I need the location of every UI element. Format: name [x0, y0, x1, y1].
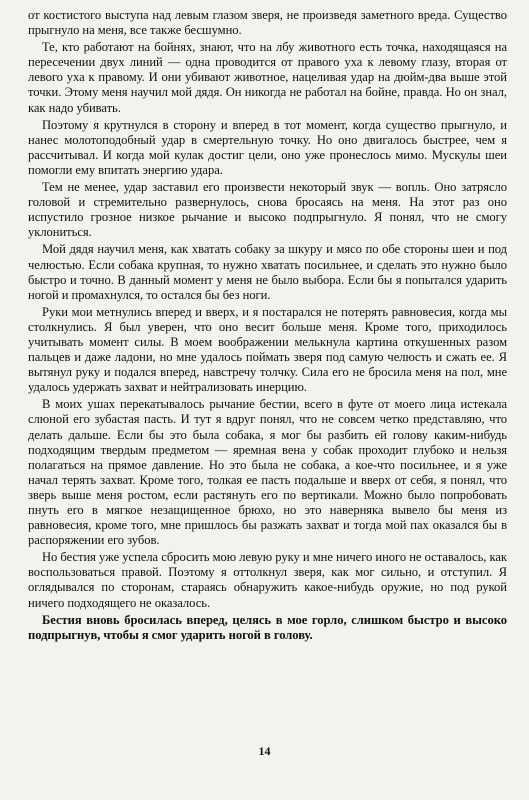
paragraph-5: Мой дядя научил меня, как хватать собаку за шкуру и мясо по обе стороны шеи и под челюстью. Если собака крупная, то нужно хватать посильнее, и сделать это нужно было быстро и точно. В данный момент у меня не было выбора. Если бы я попытался ударить ногой и промахнулся, то остался бы без ноги. — [28, 242, 507, 302]
body-text — [28, 8, 507, 643]
page-number: 14 — [258, 744, 271, 758]
paragraph-7: В моих ушах перекатывалось рычание бестии, всего в футе от моего лица истекала слюной его зубастая пасть. И тут я вдруг понял, что не совсем четко представляю, что делать дальше. Если бы это была собака, я мог бы разбить ей голову каким-нибудь подходящим твердым предметом — яремная вена у собак проходит глубоко и нельзя полагаться на прямое давление. Но это была не собака, а кое-что посильнее, и я уже начал терять захват. Кроме того, толкая ее пасть подальше и вверх от себя, я понял, что зверь выше меня ростом, если растянуть его по вертикали. Можно было попробовать пнуть его в мягкое незащищенное брюхо, но это наверняка вывело бы меня из равновесия, кроме того, мне пришлось бы разжать захват и тогда мой пах оказался бы в распоряжении его зубов. — [28, 397, 507, 548]
paragraph-9: Бестия вновь бросилась вперед, целясь в мое горло, слишком быстро и высоко подпрыгнув, чтобы я смог ударить ногой в голову. — [28, 612, 507, 642]
paragraph-8: Но бестия уже успела сбросить мою левую руку и мне ничего иного не оставалось, как воспользоваться правой. Поэтому я оттолкнул зверя, как мог сильно, и отступил. Я оглядывался по сторонам, стараясь обнаружить какое-нибудь оружие, но под рукой ничего подходящего не оказалось. — [28, 550, 507, 610]
paragraph-1: от костистого выступа над левым глазом зверя, не произведя заметного вреда. Существо прыгнуло на меня, все также бесшумно. — [28, 8, 507, 38]
paragraph-4: Тем не менее, удар заставил его произвести некоторый звук — вопль. Оно затрясло головой и стремительно развернулось, снова бросаясь на меня. На этот раз оно испустило грозное низкое рычание и высоко подпрыгнуло. Я понял, что не смогу уклониться. — [28, 180, 507, 240]
paragraph-6: Руки мои метнулись вперед и вверх, и я постарался не потерять равновесия, когда мы столкнулись. Я был уверен, что оно весит больше меня. Кроме того, приходилось учитывать момент силы. В моем воображении мелькнула картина откушенных разом пальцев и даже ладони, но мне удалось поймать зверя под самую челюсть и сжать ее. Я вытянул руку и подался вперед, навстречу толчку. Сила его не бросила меня на пол, мне удалось удержать захват и нейтрализовать инерцию. — [28, 304, 507, 395]
paragraph-3: Поэтому я крутнулся в сторону и вперед в тот момент, когда существо прыгнуло, и нанес молотоподобный удар в смертельную точку. Но оно двигалось быстрее, чем я рассчитывал. И когда мой кулак достиг цели, оно уже пронеслось мимо. Мускулы шеи помогли ему впитать энергию удара. — [28, 117, 507, 177]
paragraph-2: Те, кто работают на бойнях, знают, что на лбу животного есть точка, находящаяся на пересечении двух линий — одна проводится от правого уха к левому глазу, вторая от левого уха к правому. И они убивают животное, нацеливая удар на дюйм-два выше этой точки. Этому меня научил мой дядя. Он никогда не работал на бойне, правда. Но он знал, как надо убивать. — [28, 40, 507, 115]
